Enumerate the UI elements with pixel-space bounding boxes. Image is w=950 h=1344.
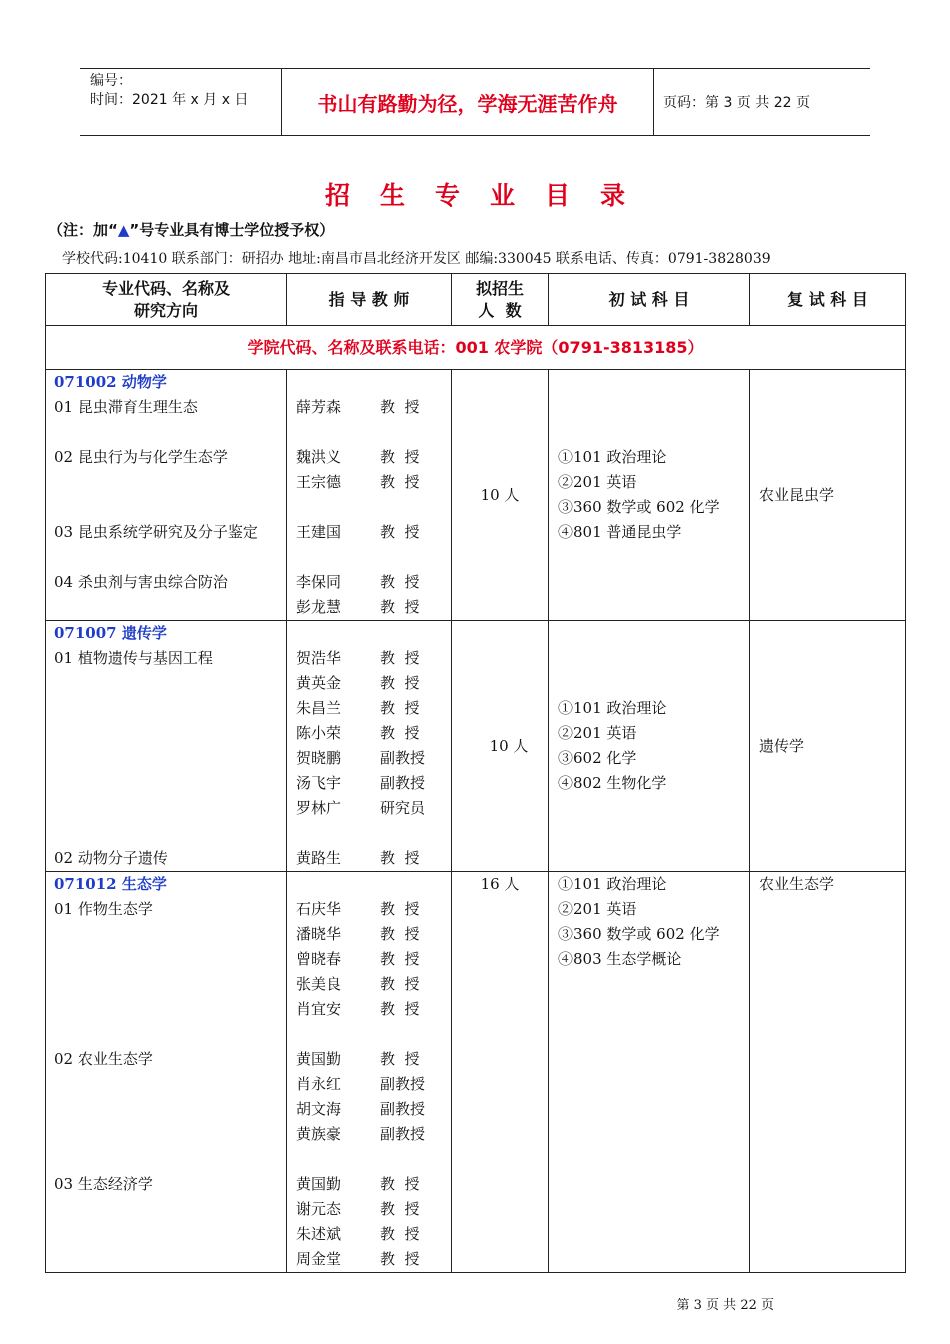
research-direction: 02 昆虫行为与化学生态学 [54,448,228,466]
advisor-entry [296,671,451,696]
advisor-entry [296,621,451,646]
advisor-name: 黄路生 [296,849,342,867]
header-major-line1: 专业代码、名称及 [101,278,230,298]
advisor-entry [296,746,451,771]
page-header [80,68,870,136]
exam-subject: ④803 生态学概论 [558,950,682,968]
advisor-name: 贺浩华 [296,649,342,667]
advisors-cell [287,370,452,621]
advisor-title: 教 授 [380,448,420,466]
exam-subject: ④801 普通昆虫学 [558,523,682,541]
advisor-name: 魏洪义 [296,448,342,466]
exam-subject: ①101 政治理论 [558,875,667,893]
research-direction [54,595,286,620]
major-row [46,621,906,872]
advisor-name: 彭龙慧 [296,598,342,616]
research-direction [54,545,286,570]
advisor-entry [296,595,451,620]
exam-subject: ②201 英语 [558,473,637,491]
research-direction [54,1072,286,1097]
research-direction [54,947,286,972]
research-direction [54,922,286,947]
advisor-title: 教 授 [380,398,420,416]
header-count-line2: 人 数 [478,300,522,320]
advisor-entry [296,1172,451,1197]
advisor-name: 李保同 [296,573,342,591]
research-direction [54,1022,286,1047]
advisor-entry [296,570,451,595]
enrollment-count: 10 人 [452,621,549,872]
header-motto: 书山有路勤为径，学海无涯苦作舟 [282,69,654,135]
research-direction [54,821,286,846]
advisor-title: 教 授 [380,1000,420,1018]
retest-subject: 遗传学 [750,621,906,872]
advisor-name: 朱昌兰 [296,699,342,717]
advisor-name: 曾晓春 [296,950,342,968]
header-exam: 初 试 科 目 [549,274,750,326]
time-label: 时间：2021 年 x 月 x 日 [90,92,249,108]
exam-subject: ③360 数学或 602 化学 [558,925,720,943]
research-direction [54,495,286,520]
note-prefix: （注：加“ [48,221,118,239]
advisor-name: 肖宜安 [296,1000,342,1018]
catalog-table [45,273,906,1273]
advisor-entry [296,1197,451,1222]
initial-exam-cell [549,370,750,621]
header-meta [80,69,282,135]
advisor-entry [296,721,451,746]
advisor-entry [296,470,451,495]
advisor-name: 黄英金 [296,674,342,692]
header-retest: 复 试 科 目 [750,274,906,326]
advisor-name: 朱述斌 [296,1225,342,1243]
advisor-title: 教 授 [380,523,420,541]
advisor-title: 副教授 [380,749,426,767]
document-title: 招生专业目录 [324,181,655,210]
exam-subject: ③360 数学或 602 化学 [558,498,720,516]
research-direction [54,746,286,771]
advisor-entry [296,821,451,846]
advisor-name: 贺晓鹏 [296,749,342,767]
exam-subject: ②201 英语 [558,724,637,742]
major-code: 071007 遗传学 [54,624,167,642]
advisor-name: 黄国勤 [296,1175,342,1193]
advisor-title: 副教授 [380,1125,426,1143]
advisor-name: 黄族豪 [296,1125,342,1143]
advisors-cell [287,872,452,1273]
advisor-entry [296,1147,451,1172]
advisor-title: 副教授 [380,1100,426,1118]
advisor-title: 教 授 [380,1200,420,1218]
major-directions-cell [46,370,287,621]
advisor-entry [296,922,451,947]
major-code: 071002 动物学 [54,373,167,391]
major-directions-cell [46,872,287,1273]
research-direction: 02 农业生态学 [54,1050,153,1068]
advisor-name: 罗林广 [296,799,342,817]
table-header-row [46,274,906,326]
note-suffix: ”号专业具有博士学位授予权） [129,221,335,239]
contact-line: 学校代码:10410 联系部门：研招办 地址:南昌市昌北经济开发区 邮编:330045 联系电话、传真：0791-3828039 [62,251,771,267]
research-direction: 01 植物遗传与基因工程 [54,649,213,667]
advisor-name: 王宗德 [296,473,342,491]
college-row [46,326,906,370]
research-direction [54,420,286,445]
advisor-name: 肖永红 [296,1075,342,1093]
advisor-title: 副教授 [380,774,426,792]
advisor-title: 教 授 [380,649,420,667]
research-direction [54,1147,286,1172]
advisor-entry [296,1022,451,1047]
advisor-title: 教 授 [380,950,420,968]
advisor-entry [296,947,451,972]
advisor-entry [296,370,451,395]
advisor-title: 教 授 [380,674,420,692]
college-title: 学院代码、名称及联系电话：001 农学院（0791-3813185） [46,326,906,370]
advisor-entry [296,520,451,545]
advisor-entry [296,395,451,420]
advisor-name: 汤飞宇 [296,774,342,792]
research-direction: 03 生态经济学 [54,1175,153,1193]
advisor-title: 教 授 [380,573,420,591]
exam-subject: ④802 生物化学 [558,774,667,792]
research-direction [54,1197,286,1222]
advisor-title: 教 授 [380,1175,420,1193]
advisor-title: 研究员 [380,799,426,817]
advisor-name: 陈小荣 [296,724,342,742]
advisor-entry [296,1247,451,1272]
research-direction [54,1247,286,1272]
advisor-title: 教 授 [380,1250,420,1268]
advisor-entry [296,1122,451,1147]
research-direction [54,470,286,495]
header-major-line2: 研究方向 [133,300,198,320]
retest-subject: 农业生态学 [750,872,906,1273]
advisor-title: 教 授 [380,925,420,943]
advisor-entry [296,696,451,721]
retest-subject: 农业昆虫学 [750,370,906,621]
page-footer: 第 3 页 共 22 页 [676,1298,774,1313]
advisor-entry [296,997,451,1022]
advisor-entry [296,646,451,671]
advisor-name: 潘晓华 [296,925,342,943]
major-code: 071012 生态学 [54,875,167,893]
number-label: 编号： [90,73,132,89]
research-direction [54,1222,286,1247]
initial-exam-cell [549,621,750,872]
research-direction [54,771,286,796]
research-direction [54,671,286,696]
advisor-entry [296,445,451,470]
advisor-title: 教 授 [380,598,420,616]
advisors-cell [287,621,452,872]
advisor-title: 教 授 [380,699,420,717]
exam-subject: ②201 英语 [558,900,637,918]
exam-subject: ①101 政治理论 [558,699,667,717]
advisor-title: 教 授 [380,975,420,993]
enrollment-count: 16 人 [452,872,549,1273]
advisor-entry [296,1072,451,1097]
advisor-name: 薛芳森 [296,398,342,416]
exam-subject: ①101 政治理论 [558,448,667,466]
advisor-entry [296,545,451,570]
triangle-icon: ▲ [117,221,130,239]
research-direction: 01 作物生态学 [54,900,153,918]
advisor-title: 教 授 [380,900,420,918]
header-count [452,274,549,326]
header-advisor: 指 导 教 师 [287,274,452,326]
advisor-name: 周金堂 [296,1250,342,1268]
advisor-name: 石庆华 [296,900,342,918]
header-page-label: 页码：第 3 页 共 22 页 [663,95,810,111]
research-direction: 01 昆虫滞育生理生态 [54,398,198,416]
major-directions-cell [46,621,287,872]
advisor-entry [296,1222,451,1247]
initial-exam-cell [549,872,750,1273]
advisor-entry [296,897,451,922]
research-direction [54,1097,286,1122]
research-direction [54,696,286,721]
major-row [46,872,906,1273]
advisor-entry [296,771,451,796]
advisor-name: 王建国 [296,523,342,541]
advisor-title: 教 授 [380,724,420,742]
advisor-entry [296,796,451,821]
research-direction [54,997,286,1022]
advisor-name: 谢元态 [296,1200,342,1218]
advisor-entry [296,420,451,445]
header-count-line1: 拟招生 [475,278,524,298]
advisor-name: 张美良 [296,975,342,993]
advisor-entry [296,872,451,897]
advisor-entry [296,846,451,871]
advisor-entry [296,1047,451,1072]
research-direction [54,721,286,746]
header-major [46,274,287,326]
research-direction: 04 杀虫剂与害虫综合防治 [54,573,228,591]
research-direction [54,1122,286,1147]
advisor-entry [296,495,451,520]
advisor-title: 教 授 [380,473,420,491]
research-direction [54,972,286,997]
advisor-name: 黄国勤 [296,1050,342,1068]
advisor-title: 教 授 [380,1225,420,1243]
advisor-title: 教 授 [380,849,420,867]
enrollment-count: 10 人 [452,370,549,621]
advisor-title: 副教授 [380,1075,426,1093]
advisor-name: 胡文海 [296,1100,342,1118]
research-direction: 02 动物分子遗传 [54,849,168,867]
exam-subject: ③602 化学 [558,749,637,767]
doctoral-note [48,219,334,240]
advisor-entry [296,1097,451,1122]
advisor-entry [296,972,451,997]
major-row [46,370,906,621]
research-direction: 03 昆虫系统学研究及分子鉴定 [54,523,258,541]
advisor-title: 教 授 [380,1050,420,1068]
research-direction [54,796,286,821]
